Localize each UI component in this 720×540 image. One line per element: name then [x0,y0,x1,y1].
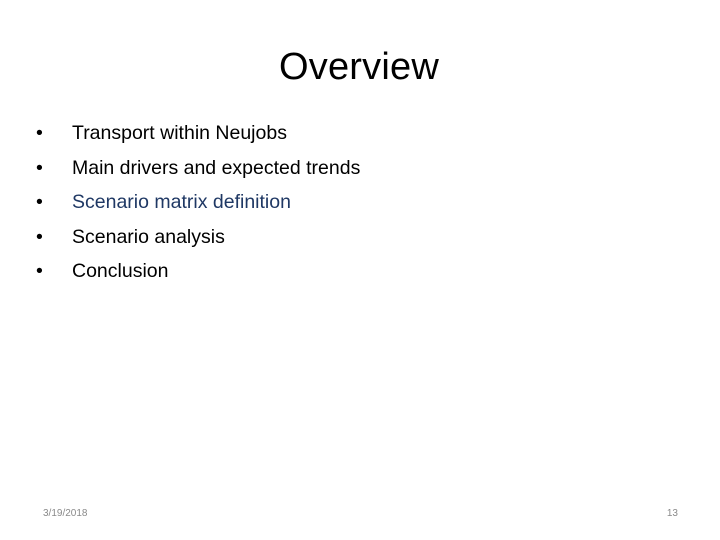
bullet-text: Transport within Neujobs [72,122,287,144]
page-number: 13 [666,508,678,519]
bullet-text: Conclusion [72,260,169,282]
bullet-text: Scenario analysis [72,225,225,248]
bullet-icon: • [36,156,43,179]
bullet-icon: • [36,191,43,213]
bullet-icon: • [36,122,43,144]
bullet-icon: • [36,225,43,248]
bullet-text: Main drivers and expected trends [72,156,361,179]
slide-title: Overview [279,46,439,88]
bullet-icon: • [36,260,43,282]
footer-date: 3/19/2018 [43,508,88,519]
bullet-text: Scenario matrix definition [72,191,291,213]
